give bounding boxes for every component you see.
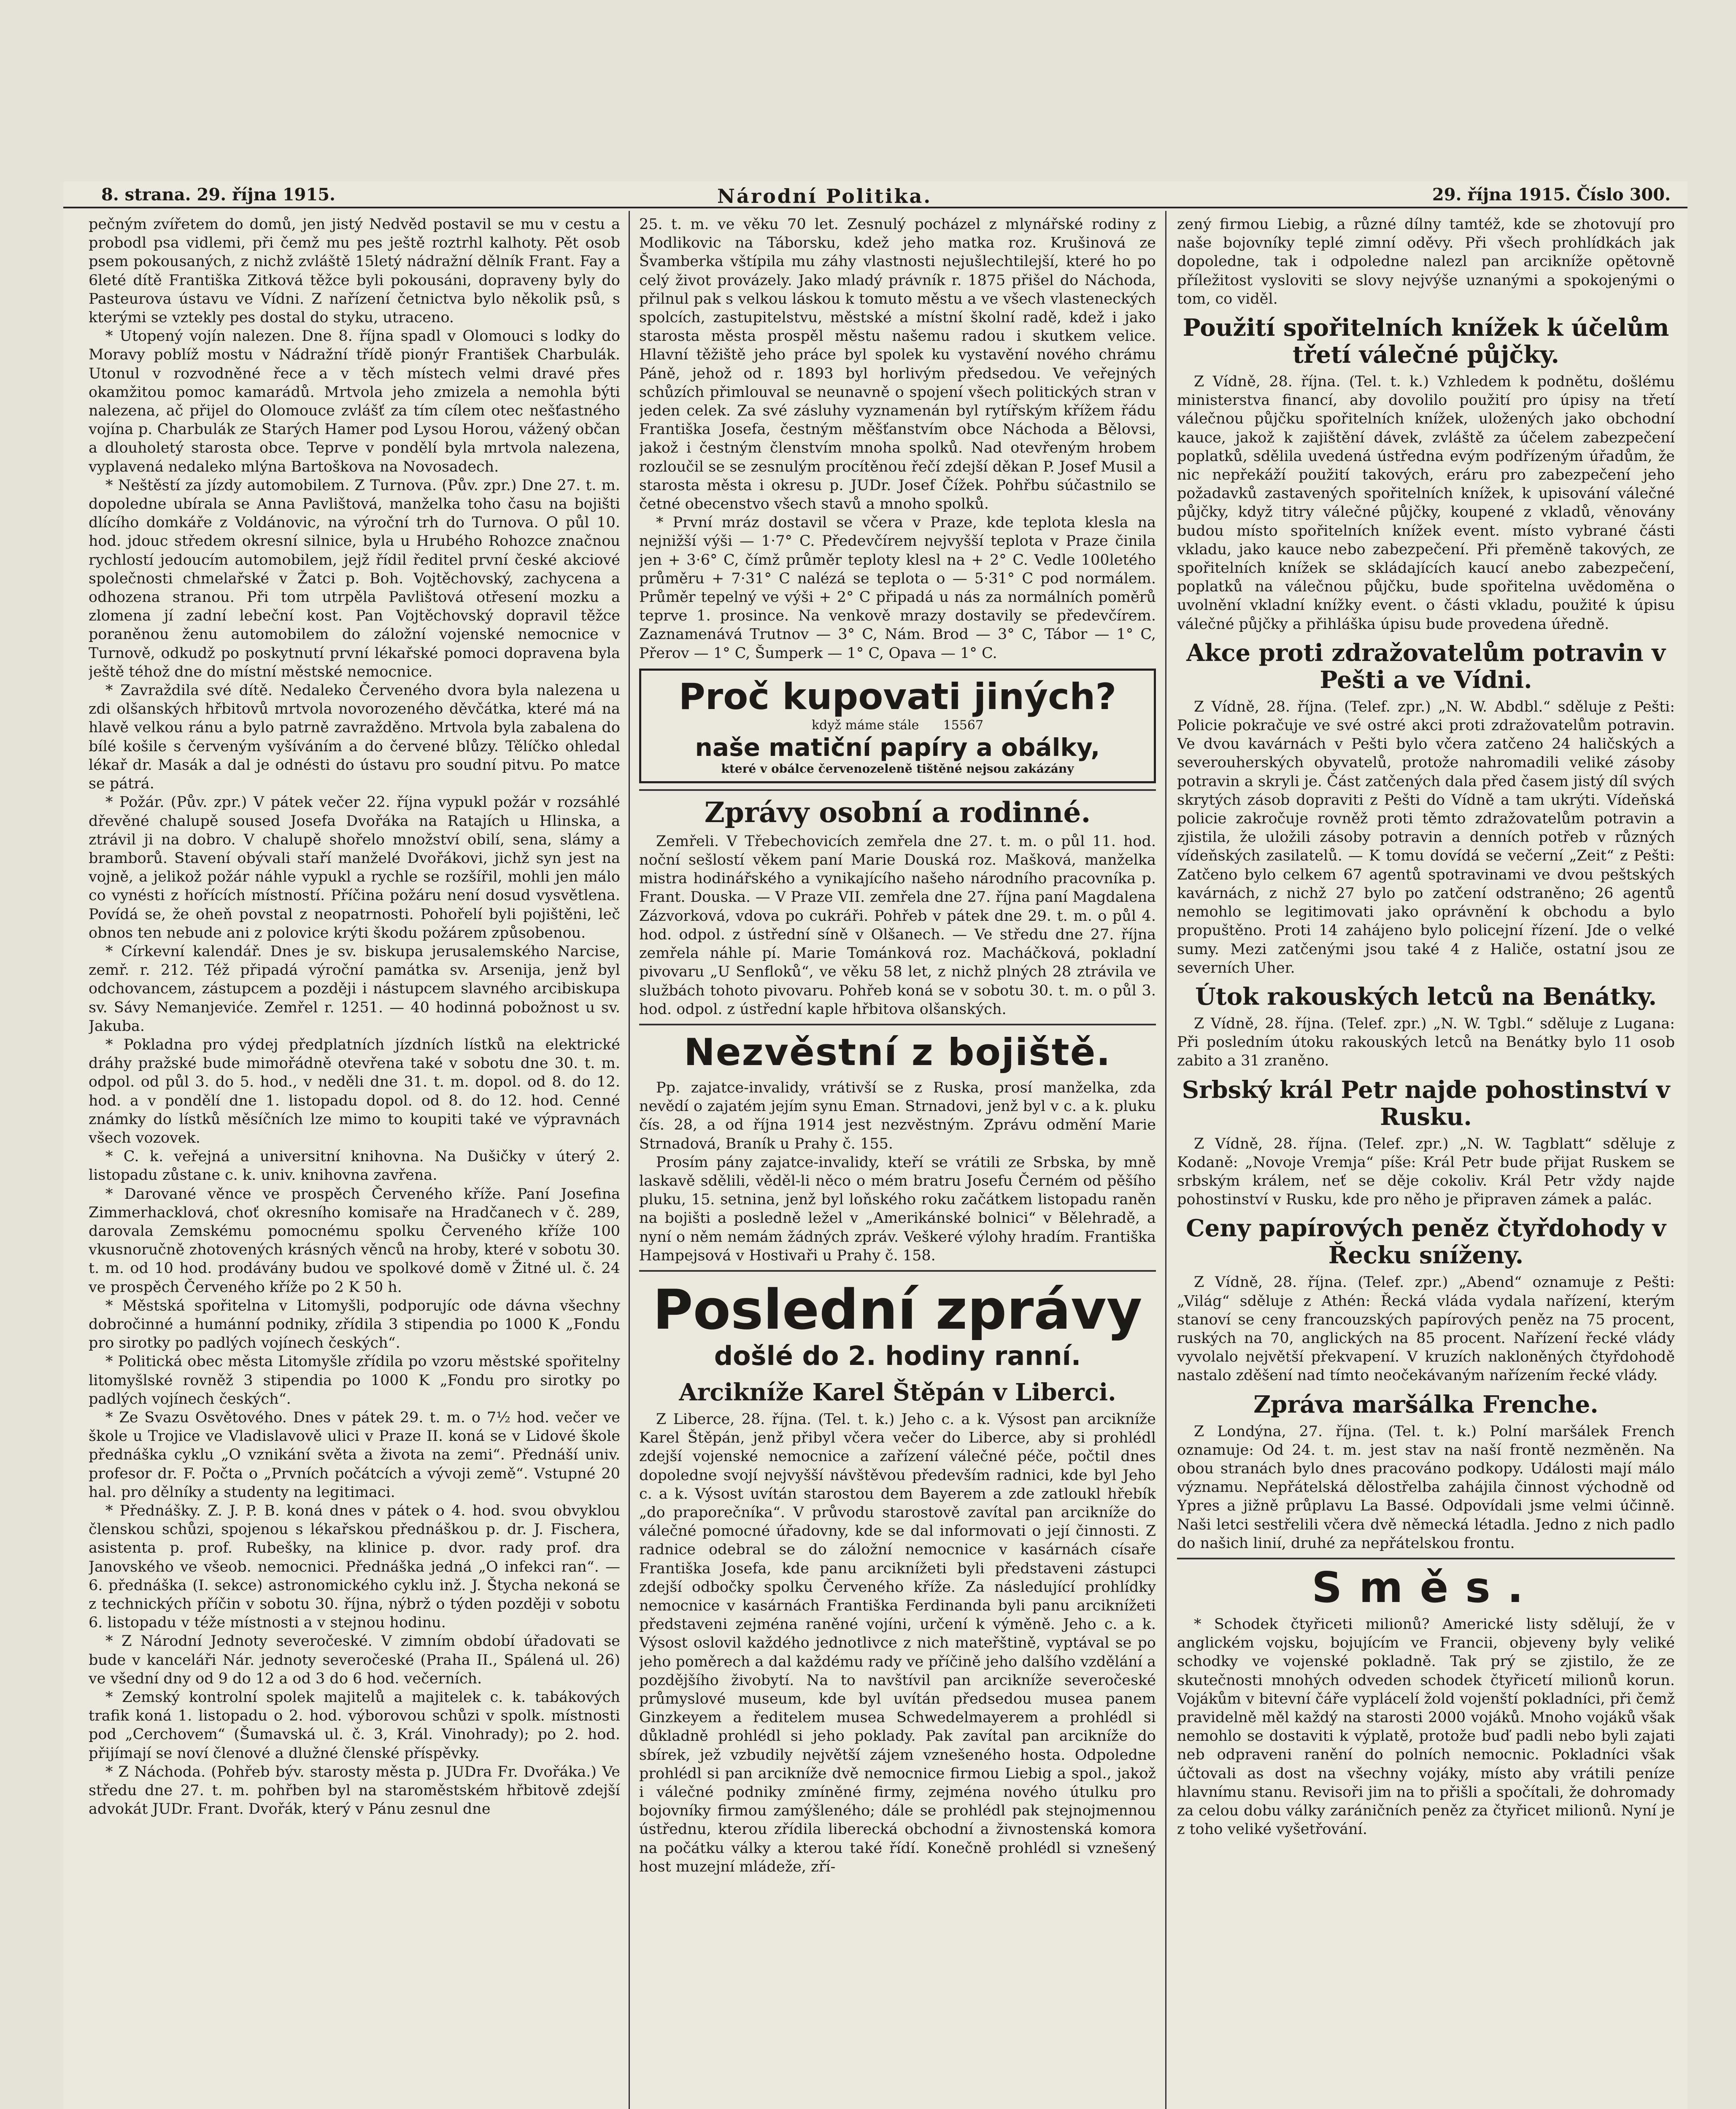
- ad-note: které v obálce červenozeleně tištěné nejsou zakázány: [721, 761, 1074, 776]
- article-zemreli: Zemřeli. V Třebechovicích zemřela dne 27. t. m. o půl 11. hod. noční sešlostí věkem paní Marie Douská roz. Mašková, manželka mistra hodinářského a vynikajícího našeho národního pracovníka p. Frant. Douska. — V Praze VII. zemřela dne 27. října paní Magdalena Zázvorková, vdova po cukráři. Pohřeb v pátek dne 29. t. m. o půl 4. hod. odpol. z ústřední síně v Olšanech. — Ve středu dne 27. října zemřela náhle pí. Marie Tománková roz. Macháčková, pokladní pivovaru „U Senfloků“, ve věku 58 let, z nichž plných 28 ztrávila ve službách tohoto pivovaru. Pohřeb koná se v sobotu 30. t. m. o půl 3. hod. odpol. z ústřední kaple hřbitova olšanských.: [639, 833, 1156, 1018]
- article-prednasky: * Přednášky. Z. J. P. B. koná dnes v pátek o 4. hod. svou obvyklou členskou schůzi, spojenou s lékařskou přednáškou p. dr. J. Fischera, asistenta p. prof. Rubešky, na klinice p. dvor. rady prof. dra Janovského ve všeob. nemocnici. Přednáška jedná „O infekci ran“. — 6. přednáška (I. sekce) astronomického cyklu inž. J. Štycha nekoná se z technických příčin v sobotu 30. října, nýbrž o týden později v sobotu 6. listopadu v téže místnosti a v stejnou hodinu.: [89, 1502, 620, 1632]
- section-divider: [639, 1270, 1156, 1272]
- column-rule: [629, 211, 630, 2109]
- column-2: [639, 215, 1156, 2109]
- article-nezvestny-cerny: Prosím pány zajatce-invalidy, kteří se vrátili ze Srbska, by mně laskavě sdělili, věděl-li něco o mém bratru Josefu Černém od pěšího pluku, 15. setnina, jenž byl loňského roku začátkem listopadu raněn na bojišti a posledně ležel v „Amerikánské bolnici“ v Bělehradě, a nyní o něm nemám žádných zpráv. Veškeré výlohy hradím. Františka Hampejsová v Hostivaři u Prahy č. 158.: [639, 1154, 1156, 1264]
- article-darovane-vence: * Darované věnce ve prospěch Červeného kříže. Paní Josefina Zimmerhacklová, choť okresního komisaře na Hradčanech v č. 289, darovala Zemskému pomocnému spolku Červeného kříže 100 vkusnoručně zhotovených krásných věnců na hroby, které v sobotu 30. t. m. od 10 hod. prodávány budou ve spolkové domě v Žitné ul. č. 24 ve prospěch Červeného kříže po 2 K 50 h.: [89, 1185, 620, 1296]
- article-heading: Zpráva maršálka Frenche.: [1253, 1390, 1598, 1419]
- section-heading: Nezvěstní z bojiště.: [684, 1030, 1111, 1074]
- article-narodni-jednota: * Z Národní Jednoty severočeské. V zimním období úřadovati se bude v kanceláři Nár. jednoty severočeské (Praha II., Spálená ul. 26) ve všední dny od 9 do 12 a od 3 do 6 hod. večerních.: [89, 1633, 620, 1687]
- article-kral-petr: Z Vídně, 28. října. (Telef. zpr.) „N. W. Tagblatt“ sděluje z Kodaně: „Novoje Vremja“ píše: Král Petr bude přijat Ruskem se srbským králem, neť se děje cokoliv. Král Petr vždy najde pohostinství v Rusku, kde pro něho je připraven zámek a palác.: [1177, 1135, 1675, 1208]
- section-subheading: došlé do 2. hodiny ranní.: [714, 1340, 1081, 1371]
- article-french: Z Londýna, 27. října. (Tel. t. k.) Polní maršálek French oznamuje: Od 24. t. m. jest stav na naší frontě nezměněn. Na obou stranách bylo dnes pracováno podkopy. Události mají málo významu. Nepřátelská dělostřelba zahájila činnost východně od Ypres a jižně průplavu La Bassé. Odpovídali jsme velmi účinně. Naši letci sestřelili včera dvě německá létadla. Jedno z nich padlo do našich linií, druhé za nepřátelskou frontu.: [1177, 1423, 1675, 1552]
- article-nestesti-automobil: * Neštěstí za jízdy automobilem. Z Turnova. (Pův. zpr.) Dne 27. t. m. dopoledne ubírala se Anna Pavlištová, manželka toho času na bojišti dlícího domkáře z Voldánovic, na výroční trh do Turnova. O půl 10. hod. jdouc středem okresní silnice, byla u Hrubého Rohozce značnou rychlostí jedoucím automobilem, jejž řídil ředitel první české akciové společnosti chmelařské v Žatci p. Boh. Vojtěchovský, zachycena a odhozena stranou. Při tom utrpěla Pavlištová otřesení mozku a zlomena jí zadní lebeční kost. Pan Vojtěchovský dopravil těžce poraněnou ženu automobilem do záložní vojenské nemocnice v Turnově, odkudž po poskytnutí první lékařské pomoci dopravena byla ještě téhož dne do místní městské nemocnice.: [89, 477, 620, 680]
- article-sporitelni-knizky: Z Vídně, 28. října. (Tel. t. k.) Vzhledem k podnětu, došlému ministerstva financí, aby dovolilo použití pro úpisy na třetí válečnou půjčku spořitelních knížek, uložených jako obchodní kauce, jakož k zajištění dávek, zvláště za účelem zabezpečení poplatků, sdělila uvedená ústředna evým podřízeným úřadům, že nic nepřekáží použití takových, eráru pro zabezpečení jeho požadavků zastavených spořitelních knížek, k upisování válečné půjčky, když titry válečné půjčky, koupené z vkladů, věnovány budou místo spořitelních knížek event. místo vybrané části vkladu, jako kauce nebo zabezpečení. Při přeměně takových, ze spořitelních knížek se skládajících kaucí anebo zabezpečení, poplatků na válečnou půjčku, bude spořitelna uvědoměna o uvolnění vkladní knížky event. o části vkladu, použité k úpisu válečné půjčky a přihláška úpisu bude provedena úředně.: [1177, 373, 1675, 633]
- article-svaz-osvetovy: * Ze Svazu Osvětového. Dnes v pátek 29. t. m. o 7½ hod. večer ve škole u Trojice ve Vladislavově ulici v Praze II. koná se v Lidové škole přednáška cyklu „O vznikání světa a života na zemi“. Přednáší univ. profesor dr. F. Počta o „Prvních počátcích a vývoji země“. Vstupné 20 hal. pro dělníky a studenty na legitimaci.: [89, 1409, 620, 1501]
- article-knihovna: * C. k. veřejná a universitní knihovna. Na Dušičky v úterý 2. listopadu zůstane c. k. univ. knihovna zavřena.: [89, 1148, 620, 1184]
- article-paragraph: 25. t. m. ve věku 70 let. Zesnulý pocházel z mlynářské rodiny z Modlikovic na Táborsku, kdež jeho matka roz. Krušinová ze Švamberka vštípila mu záhy vlastnosti nejušlechtilejší, které ho po celý život provázely. Jako mladý právník r. 1875 přišel do Náchoda, přilnul pak s velkou láskou k tomuto městu a ve všech vlasteneckých spolcích, zastupitelstvu, městské a místní školní radě, kdež i jako starosta města prospěl městu našemu radou i skutkem velice. Hlavní těžiště jeho práce byl spolek ku vystavění nového chrámu Páně, jehož od r. 1893 byl horlivým předsedou. Ve veřejných schůzích přimlouval se neunavně o spojení všech politických stran v jeden celek. Za své zásluhy vyznamenán byl rytířským křížem řádu Františka Josefa, čestným měšťanstvím obce Náchoda a Bělovsi, jakož i čestným členstvím mnoha spolků. Nad otevřeným hrobem rozloučil se se zesnulým procítěnou řečí zdejší děkan P. Josef Musil a starosta města i okresu p. JUDr. Josef Čížek. Pohřbu súčastnilo se četné obecenstvo všech stavů a mnoho spolků.: [639, 216, 1156, 513]
- ad-title: Proč kupovati jiných?: [678, 675, 1117, 718]
- article-nachod: * Z Náchoda. (Pohřeb býv. starosty města p. JUDra Fr. Dvořáka.) Ve středu dne 27. t. m. pohřben byl na staroměstském hřbitově zdejší advokát JUDr. Frant. Dvořák, který v Pánu zesnul dne: [89, 1763, 620, 1818]
- article-prvni-mraz: * První mráz dostavil se včera v Praze, kde teplota klesla na nejnižší výši — 1·7° C. Předevčírem nejvyšší teplota v Praze činila jen + 3·6° C, čímž průměr teploty klesl na + 2° C. Vedle 100letého průměru + 7·31° C nalézá se teplota o — 5·31° C pod normálem. Průměr tepelný ve výši + 2° C připadá u nás za normálních poměrů teprve 1. prosince. Na venkově mrazy dostavily se předevčírem. Zaznamenává Trutnov — 3° C, Nám. Brod — 3° C, Tábor — 1° C, Přerov — 1° C, Šumperk — 1° C, Opava — 1° C.: [639, 514, 1156, 662]
- ad-subtitle: naše matiční papíry a obálky,: [695, 733, 1100, 762]
- article-heading: Útok rakouských letců na Benátky.: [1195, 982, 1657, 1011]
- article-heading: Akce proti zdražovatelům potravin v Pešti a ve Vídni.: [1186, 639, 1666, 694]
- column-1: [89, 215, 620, 2109]
- section-divider: [1177, 1558, 1675, 1559]
- article-heading: Použití spořitelních knížek k účelům třetí válečné půjčky.: [1183, 314, 1669, 369]
- section-divider: [639, 789, 1156, 791]
- column-rule: [1165, 211, 1166, 2109]
- article-schodek: * Schodek čtyřiceti milionů? Americké listy sdělují, že v anglickém vojsku, bojujícím ve Francii, objeveny byly veliké schodky ve vojenské pokladně. Tak prý se zjistilo, že ze skutečnosti mnohých odveden schodek čtyřicetí milionů korun. Vojákům v bitevní čáře vyplácelí žold vojenští pokladníci, při čemž pravidelně měl každý na starosti 2000 vojáků. Mnoho vojáků však nemohlo se dostaviti k výplatě, protože buď padli nebo byli zajati neb odpraveni ranění do polních nemocnic. Pokladníci však účtovali as dost na všechny vojáky, místo aby vrátili peníze hlavnímu stanu. Revisoři jim na to přišli a spočítali, že dohromady za celou dobu války zaráničních peněz za čtyřicet milionů. Nyní je z toho veliké vyšetřování.: [1177, 1615, 1675, 1838]
- article-obec-litomysl: * Politická obec města Litomyšle zřídila po vzoru městské spořitelny litomyšlské rovněž 3 stipendia po 1000 K „Fondu pro sirotky po padlých vojínech českých“.: [89, 1353, 620, 1408]
- ad-code: 15567: [943, 717, 984, 733]
- section-heading: Poslední zprávy: [653, 1277, 1142, 1342]
- article-cirkevni-kalendar: * Církevní kalendář. Dnes je sv. biskupa jerusalemského Narcise, zemř. r. 212. Též připadá výroční památka sv. Arsenija, jenž byl odchovancem, zástupcem a později i nástupcem slavného arcibiskupa sv. Sávy Nemanjeviće. Zemřel r. 1251. — 40 hodinná pobožnost u sv. Jakuba.: [89, 943, 620, 1035]
- article-heading: Srbský král Petr najde pohostinství v Rusku.: [1182, 1076, 1670, 1131]
- article-heading: Ceny papírových peněz čtyřdohody v Řecku sníženy.: [1186, 1214, 1666, 1270]
- article-pokladna: * Pokladna pro výdej předplatních jízdních lístků na elektrické dráhy pražské bude mimořádně otevřena také v sobotu dne 30. t. m. odpol. od půl 3. do 5. hod., v neděli dne 31. t. m. dopol. od 8. do 12. hod. a v pondělí dne 1. listopadu dopol. od 8. do 12. hod. Cenné známky do lístků měsíčních lze mimo to koupiti také ve výpravnách všech vozovek.: [89, 1036, 620, 1146]
- ad-line: když máme stále: [811, 717, 919, 733]
- section-heading: Směs.: [1312, 1562, 1540, 1612]
- article-ceny-penez: Z Vídně, 28. října. (Telef. zpr.) „Abend“ oznamuje z Pešti: „Világ“ sděluje z Athén: Řecká vláda vydala nařízení, kterým stanoví se ceny francouzských papírových peněz na 75 procent, ruských na 70, anglických na 85 procent. Nařízení řecké vlády vyvolalo největší překvapení. V kruzích nakloněných čtyřdohodě nastalo zděšení nad tímto neočekávaným nařízením řecké vlády.: [1177, 1274, 1675, 1384]
- article-karel-stepan: Z Liberce, 28. října. (Tel. t. k.) Jeho c. a k. Výsost pan arcikníže Karel Štěpán, jenž přibyl včera večer do Liberce, aby si prohlédl zdejší vojenské nemocnice a zařízení válečné péče, počtil dnes dopoledne svojí nejvyšší návštěvou především radnici, kde byl Jeho c. a k. Výsost uvítán starostou dem Bayerem a zde zatloukl hřebík „do praporečníka“. V průvodu starostově zavítal pan arcikníže do válečné pomocné úřadovny, kde se dal informovati o její činnosti. Z radnice odebral se do záložní nemocnice v kasárnách císaře Františka Josefa, kde panu arciknížeti byli představeni zástupci zdejší odbočky spolku Červeného kříže. Za následující prohlídky nemocnice v kasárnách Františka Ferdinanda byli panu arciknížeti představeni zejména raněné vojíni, určení k výměně. Jeho c. a k. Výsost oslovil každého jednotlivce z nich mateřštině, vyptával se po jeho poměrech a dal každému rady ve příčině jeho dalšího vzdělání a pozdějšího živobytí. Na to navštívil pan arcikníže severočeské průmyslové museum, kde byl uvítán předsedou musea panem Ginzkeyem a ředitelem musea Schwedelmayerem a prohlédl si důkladně prohlédl si jeho poklady. Pak zavítal pan arcikníže do sbírek, jež vzbudily největší zájem vznešeného hosta. Odpoledne prohlédl si pan arcikníže dvě nemocnice firmou Liebig a spol., jakož i válečné podniky zmíněné firmy, zejména nového útulku pro bojovníky firmou zamýšleného; dále se prohlédl pak stejnojmennou ústřednu, kterou zřídila liberecká obchodní a živnostenská komora na počátku války a kterou také řídí. Konečně prohlédl si vznešený host muzejní mládeže, zří-: [639, 1410, 1156, 1875]
- article-sporitelna-litomysl: * Městská spořitelna v Litomyšli, podporujíc ode dávna všechny dobročinné a humánní podniky, zřídila 3 stipendia po 1000 K „Fondu pro sirotky po padlých vojínech českých“.: [89, 1297, 620, 1352]
- newspaper-page: [63, 181, 1687, 2109]
- newspaper-title: Národní Politika.: [717, 185, 932, 208]
- date-issue-number: 29. října 1915. Číslo 300.: [1432, 185, 1671, 205]
- page-number-date: 8. strana. 29. října 1915.: [101, 185, 335, 205]
- article-trafiky: * Zemský kontrolní spolek majitelů a majitelek c. k. tabákových trafik koná 1. listopadu o 2. hod. výborovou schůzi v spolk. místnosti pod „Cerchovem“ (Šumavská ul. č. 3, Král. Vinohrady); po 2. hod. přijímají se noví členové a dlužné členské příspěvky.: [89, 1689, 620, 1762]
- page-header: [63, 181, 1687, 208]
- advertisement-box: [639, 669, 1156, 783]
- section-divider: [639, 1024, 1156, 1025]
- article-paragraph: zený firmou Liebig, a různé dílny tamtéž, kde se zhotovují pro naše bojovníky teplé zimní oděvy. Při všech prohlídkách jak dopoledne, tak i odpoledne nalezl pan arcikníže opětovně příležitost vysloviti se slovy nejvýše uznanými a spokojenými o tom, co viděl.: [1177, 216, 1675, 307]
- article-utopeny-vojin: * Utopený vojín nalezen. Dne 8. října spadl v Olomouci s lodky do Moravy poblíž mostu v Nádražní třídě pionýr František Charbulák. Utonul v rozvodněné řece a v těch místech velmi dravé přes okamžitou pomoc kamarádů. Mrtvola jeho zmizela a nemohla býti nalezena, ač přijel do Olomouce zvlášť za tím cílem otec nešťastného vojína p. Charbulák ze Starých Hamer pod Lysou Horou, vážený občan a dlouholetý starosta obce. Teprve v pondělí byla mrtvola nalezena, vyplavená nedaleko mlýna Bartoškova na Novosadech.: [89, 328, 620, 475]
- section-heading: Zprávy osobní a rodinné.: [704, 796, 1091, 829]
- column-3: [1177, 215, 1675, 2109]
- article-akce-potraviny: Z Vídně, 28. října. (Telef. zpr.) „N. W. Abdbl.“ sděluje z Pešti: Policie pokračuje ve své ostré akci proti zdražovatelům potravin. Ve dvou kavárnách v Pešti bylo včera zatčeno 24 haličských a severouherských obyvatelů, protože nahromadili veliké zásoby potravin a skryli je. Část zatčených dala před časem jistý díl svých skrytých zásob dopraviti z Pešti do Vídně a tam ukrýti. Vídeňská policie zakročuje rovněž proti těmto zdražovatelům potravin a zjistila, že uložili zásoby potravin a denních potřeb v různých vídeňských zasilatelů. — K tomu dovídá se večerní „Zeit“ z Pešti: Zatčeno bylo celkem 67 agentů spotravinami ve dvou peštských kavárnách, z nichž 27 bylo po zatčení odstraněno; 26 agentů nemohlo se legitimovati jako oprávnění k obchodu a bylo propuštěno. Proti 14 zahájeno bylo policejní řízení. Jde o velké sumy. Mezi zatčenými jsou také 4 z Haliče, ostatní jsou ze severních Uher.: [1177, 698, 1675, 976]
- article-zavrazdila: * Zavraždila své dítě. Nedaleko Červeného dvora byla nalezena u zdi olšanských hřbitovů mrtvola novorozeného děvčátka, které má na hlavě velkou ránu a bylo patrně zavražděno. Mrtvola byla zabalena do bílé košile s červeným vyšíváním a do červené blůzy. Tělíčko ohledal lékař dr. Masák a dal je odnésti do ústavu pro soudní pitvu. Po matce se pátrá.: [89, 682, 620, 793]
- article-paragraph: pečným zvířetem do domů, jen jistý Nedvěd postavil se mu v cestu a probodl psa vidlemi, při čemž mu pes ještě roztrhl kalhoty. Pět osob psem pokousaných, z nichž zvláště 15letý nádražní dělník Frant. Fay a 6leté dítě Františka Zitková těžce byli pokousáni, dopraveny byly do Pasteurova ústavu ve Vídni. Z nařízení četnictva bylo několik psů, s kterými se vztekly pes dostal do styku, utraceno.: [89, 216, 620, 326]
- article-utok-benatky: Z Vídně, 28. října. (Telef. zpr.) „N. W. Tgbl.“ sděluje z Lugana: Při posledním útoku rakouských letců na Benátky bylo 11 osob zabito a 31 zraněno.: [1177, 1015, 1675, 1070]
- article-heading: Arcikníže Karel Štěpán v Liberci.: [679, 1378, 1116, 1406]
- article-pozar: * Požár. (Pův. zpr.) V pátek večer 22. října vypukl požár v rozsáhlé dřevěné chalupě soused Josefa Dvořáka na Ratajích u Hlinska, a ztrávil ji na dobro. V chalupě shořelo množství obilí, sena, slámy a bramborů. Stavení obývali staří manželé Dvořákovi, jichž syn jest na vojně, a jelikož požár náhle vypukl a rychle se rozšířil, mohli jen málo co vynésti z hořících místností. Příčina požáru není dosud vysvětlena. Povídá se, že oheň povstal z neopatrnosti. Pohořelí byli pojištěni, leč obnos ten nebude ani z polovice krýti škodu požárem způsobenou.: [89, 794, 620, 941]
- article-nezvestny-strnad: Pp. zajatce-invalidy, vrátivší se z Ruska, prosí manželka, zda nevědí o zajatém jejím synu Eman. Strnadovi, jenž byl v c. a k. pluku čís. 28, a od října 1914 jest nezvěstným. Zprávu odmění Marie Strnadová, Braník u Prahy č. 155.: [639, 1079, 1156, 1152]
